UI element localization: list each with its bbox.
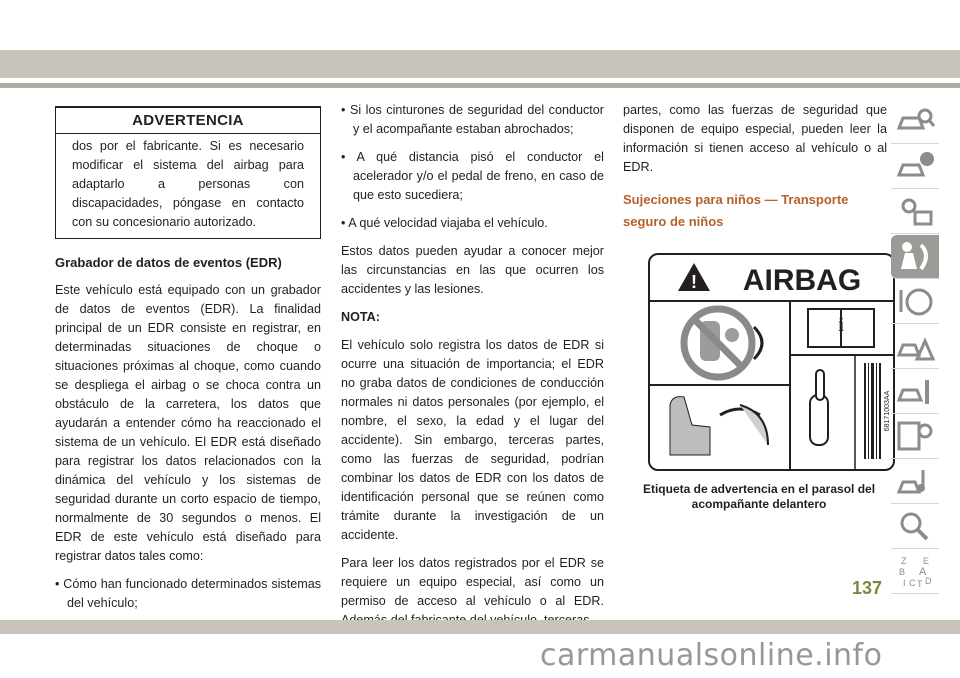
svg-text:I: I — [903, 578, 906, 588]
tab-driving[interactable] — [891, 280, 939, 324]
multimedia-icon — [895, 464, 935, 498]
top-rule — [0, 83, 960, 88]
svg-text:i: i — [838, 314, 844, 336]
svg-text:B: B — [899, 567, 906, 577]
car-search-icon — [895, 104, 935, 138]
no-rear-facing-seat-icon — [684, 309, 762, 377]
data-paragraph: Estos datos pueden ayudar a conocer mejor las circunstancias en las que ocurren los accidentes y las lesiones. — [341, 244, 604, 296]
chapter-sidebar — [891, 100, 939, 595]
car-info-icon — [895, 149, 935, 183]
svg-text:!: ! — [691, 272, 697, 292]
tab-dashboard-lights[interactable] — [891, 190, 939, 234]
bottom-band — [0, 620, 960, 634]
tab-index[interactable] — [891, 550, 939, 594]
bullet-seatbelts: • Si los cinturones de seguridad del conductor y el acompañante estaban abrochados; — [341, 103, 604, 136]
index-letters-icon — [895, 554, 935, 588]
checklist-gear-icon — [895, 419, 935, 453]
car-wrench-icon — [895, 374, 935, 408]
airbag-label-illustration — [650, 255, 893, 469]
reading-paragraph: Para leer los datos registrados por el EDR se requiere un equipo especial, así como un permiso de acceso al vehículo o al EDR. — [341, 556, 604, 608]
svg-text:T: T — [917, 579, 923, 588]
tab-maintenance[interactable] — [891, 370, 939, 414]
tab-safety[interactable] — [891, 235, 939, 279]
tab-specifications[interactable] — [891, 415, 939, 459]
tab-customer-assistance[interactable] — [891, 505, 939, 549]
airbag-warning-label — [648, 253, 895, 471]
warning-title: ADVERTENCIA — [56, 108, 320, 134]
warning-triangle-icon — [895, 329, 935, 363]
steering-wheel-icon — [895, 284, 935, 318]
search-icon — [895, 509, 935, 543]
tab-car-search[interactable] — [891, 100, 939, 144]
svg-text:C: C — [909, 578, 916, 588]
column-1 — [55, 106, 321, 622]
nota-body: El vehículo solo registra los datos de EDR si ocurre una situación de importancia; el EDR no graba datos de condiciones de conducción normales ni datos personales (por ejemplo, el nombre, el sexo, la edad y el lugar del accidente). Sin embargo, terceras partes, como las fuerzas de seguridad, podrían combinar los datos de EDR con los datos de identificación personal que se reúnen como trámite durante la investigación de un accidente. — [341, 338, 604, 542]
svg-text:E: E — [923, 556, 930, 566]
tab-car-info[interactable] — [891, 145, 939, 189]
bullet-speed: • A qué velocidad viajaba el vehículo. — [341, 216, 548, 230]
column-2 — [341, 101, 604, 639]
pointing-finger-icon — [810, 370, 828, 445]
svg-text:Z: Z — [901, 556, 907, 566]
edr-heading: Grabador de datos de eventos (EDR) — [55, 255, 282, 270]
label-caption: Etiqueta de advertencia en el parasol del acompañante delantero — [642, 482, 876, 511]
tab-emergency[interactable] — [891, 325, 939, 369]
bullet-pedals: • A qué distancia pisó el conductor el acelerador y/o el pedal de freno, en caso de que esto sucediera; — [341, 150, 604, 202]
barcode-number: 68171003AA — [884, 390, 891, 432]
seat-airbag-icon — [670, 397, 768, 455]
page-number: 137 — [852, 578, 883, 598]
warning-body: dos por el fabricante. Si es necesario modificar el sistema del airbag para adaptarlo a personas con discapacidades, póngase en contacto con su concesionario autorizado. — [72, 139, 304, 229]
bullet-systems: • Cómo han funcionado determinados sistemas del vehículo; — [55, 577, 321, 610]
barcode-icon — [864, 363, 881, 459]
watermark-text: carmanualsonline.info — [540, 638, 883, 673]
svg-text:D: D — [925, 576, 932, 586]
tab-multimedia[interactable] — [891, 460, 939, 504]
column-3 — [623, 101, 887, 249]
nota-heading: NOTA: — [341, 310, 380, 324]
safety-seat-icon — [895, 239, 935, 273]
dashboard-lights-icon — [895, 194, 935, 228]
svg-text:A: A — [919, 566, 927, 578]
warning-box — [55, 106, 321, 239]
child-restraint-heading: Sujeciones para niños — Transporte seguro de niños — [623, 192, 849, 229]
top-band — [0, 50, 960, 78]
label-title: AIRBAG — [742, 264, 862, 297]
edr-paragraph: Este vehículo está equipado con un grabador de datos de eventos (EDR). La finalidad principal de un EDR consiste en registrar, en determinadas situaciones de choque o situaciones próximas al choque, como cuando se despliega el airbag o se choca contra un obstáculo de la carretera, los datos que ayudarán a entender cómo ha reaccionado el sistema de un vehículo. El EDR está diseñado para registrar los datos relacionados con la dinámica del vehículo y los sistemas de seguridad durante un corto espacio de tiempo, normalmente de 30 segundos o menos. El EDR de este vehículo está diseñado para registrar datos tales como: — [55, 283, 321, 563]
owner-manual-icon — [808, 309, 874, 347]
continuation-paragraph: partes, como las fuerzas de seguridad que disponen de equipo especial, pueden leer la información si tienen acceso al vehículo o al EDR. — [623, 103, 887, 174]
